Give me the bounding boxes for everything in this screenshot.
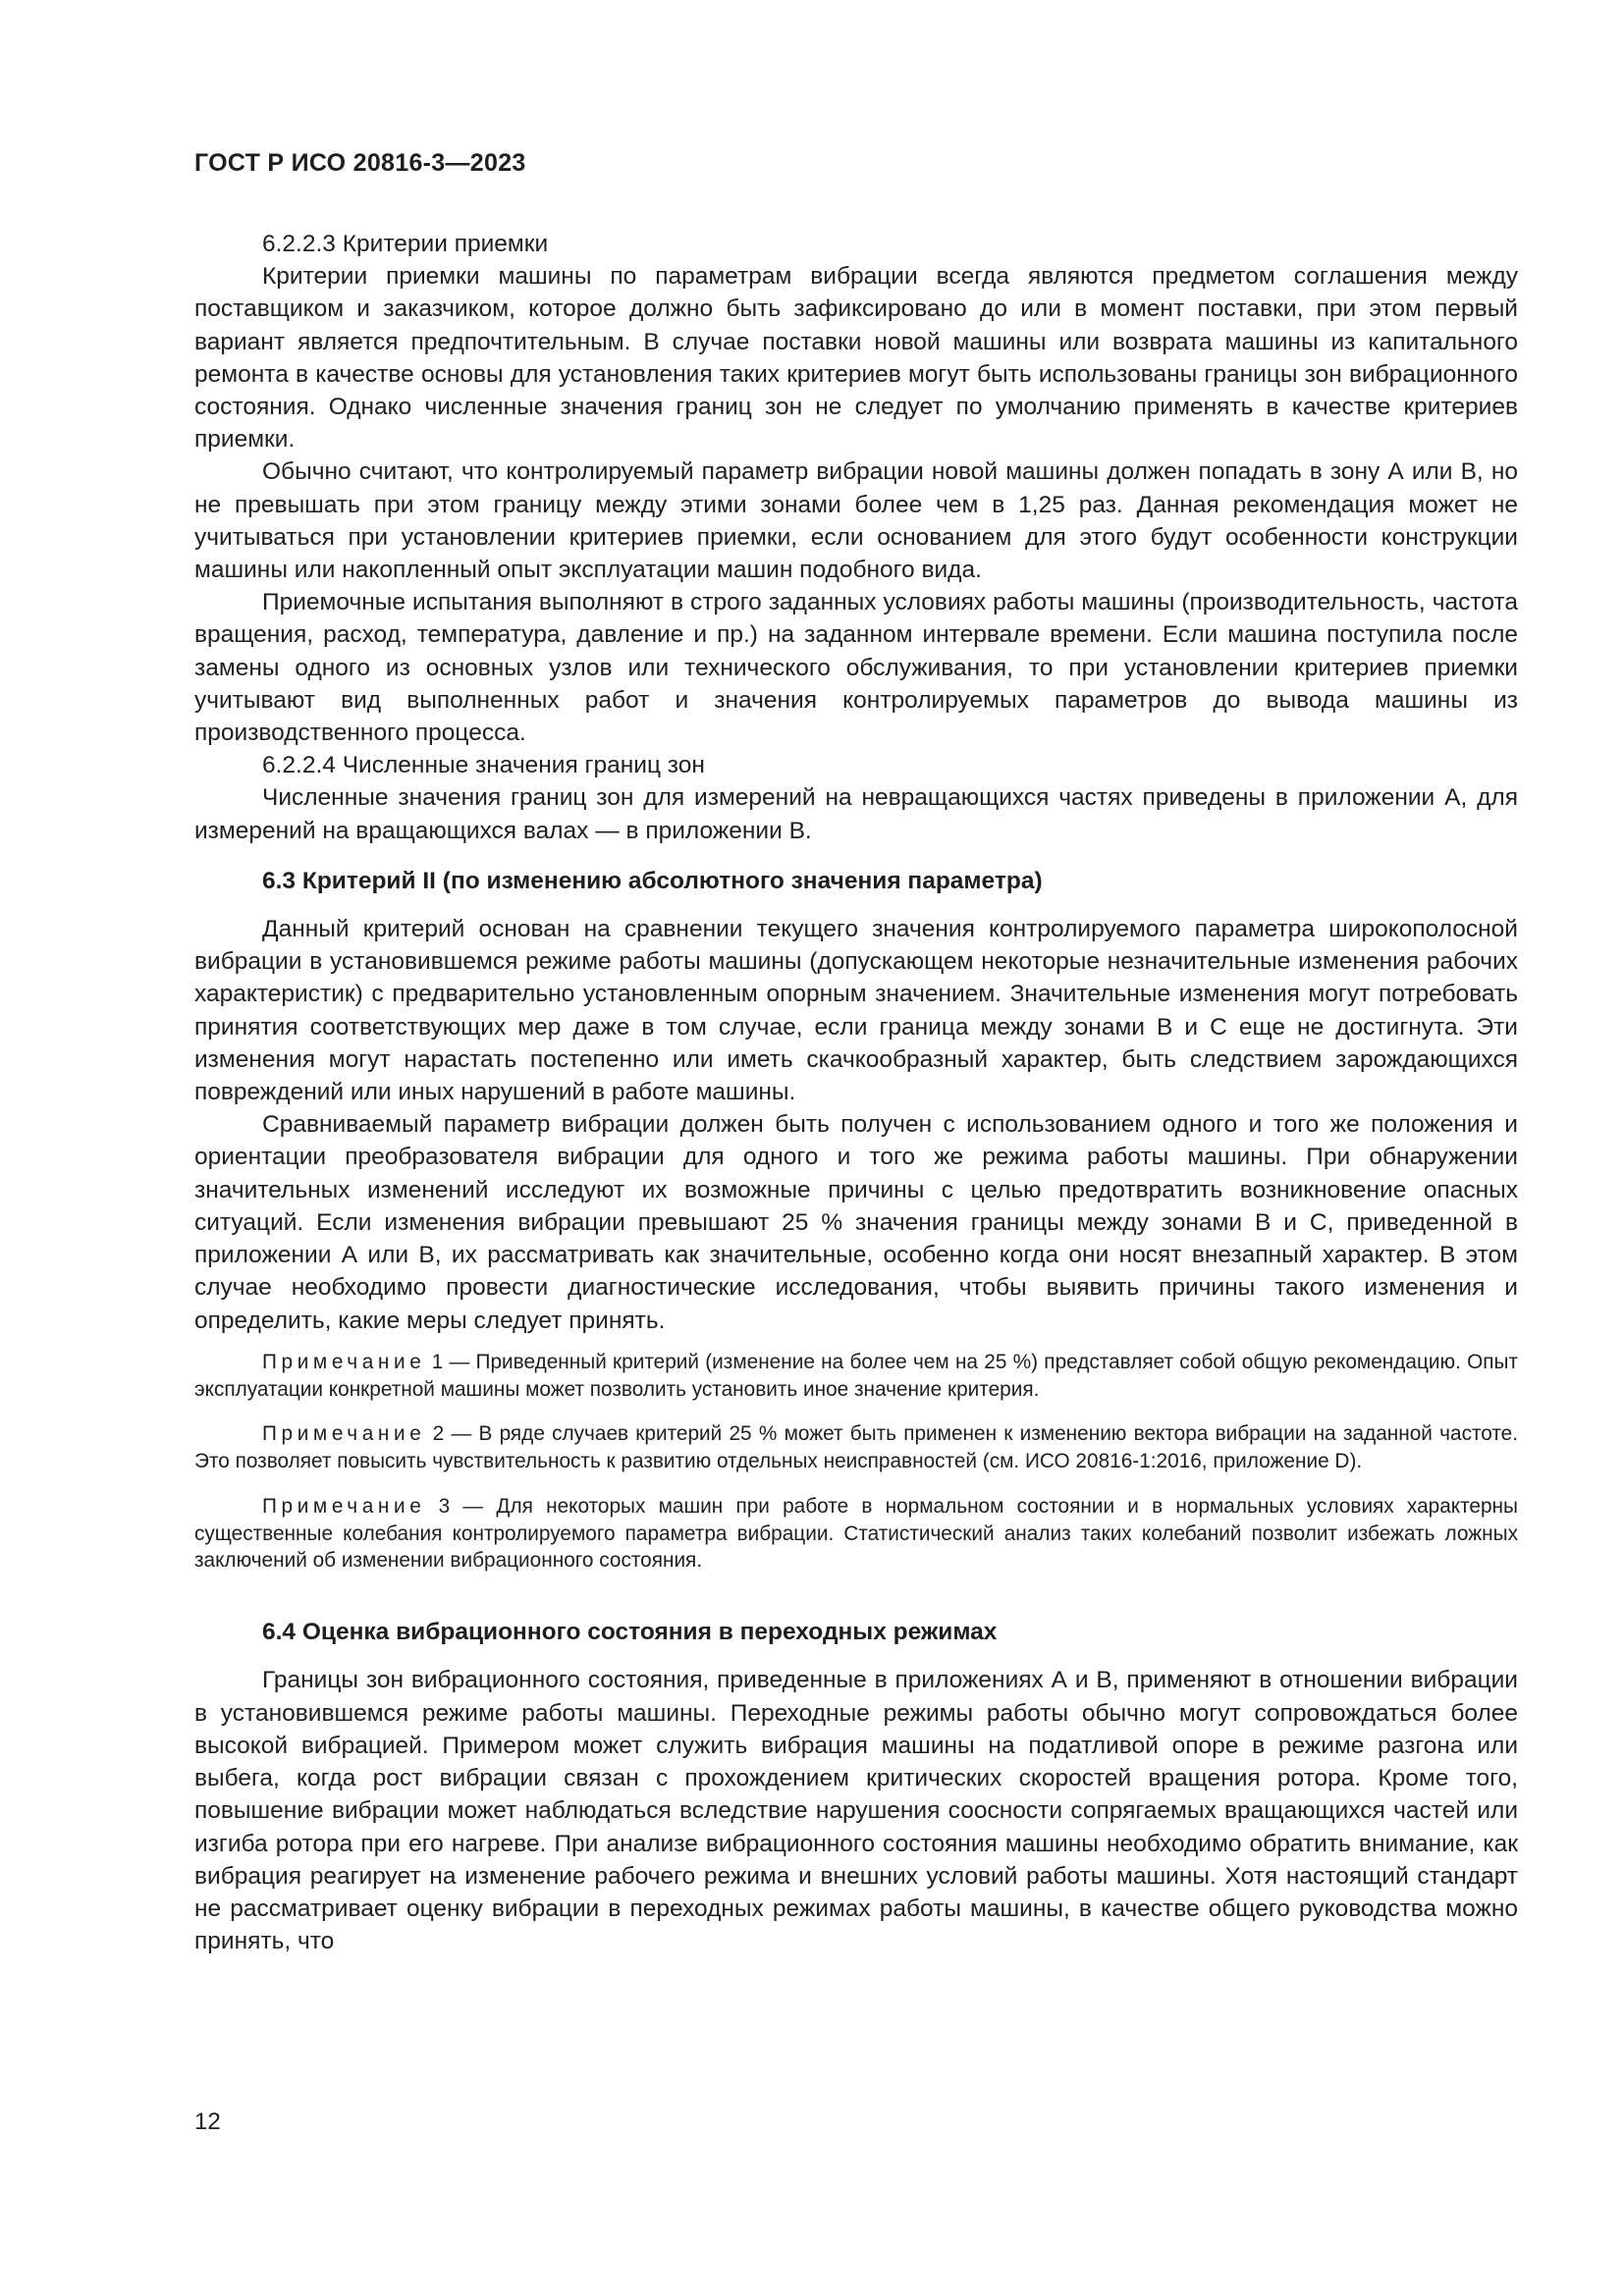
note-text: — В ряде случаев критерий 25 % может быть применен к изменению вектора вибрации на заданной частоте. Это позволяет повысить чувствительность к развитию отдельных неисправностей (см. ИСО 20816-1:2016, приложение D).: [194, 1422, 1519, 1473]
note-2: [194, 1420, 1518, 1475]
paragraph: Данный критерий основан на сравнении текущего значения контролируемого параметра широкополосной вибрации в установившемся режиме работы машины (допускающем некоторые незначительные изменения рабочих характеристик) с предварительно установленным опорным значением. Значительные изменения могут потребовать принятия соответствующих мер даже в том случае, если граница между зонами В и С еще не достигнута. Эти изменения могут нарастать постепенно или иметь скачкообразный характер, быть следствием зарождающихся повреждений или иных нарушений в работе машины.: [194, 916, 1518, 1106]
note-label: Примечание: [262, 1422, 426, 1446]
note-number: 2: [432, 1422, 445, 1446]
section-heading-64: 6.4 Оценка вибрационного состояния в переходных режимах: [262, 1619, 998, 1646]
note-number: 1: [431, 1350, 444, 1373]
subsection-heading-6224: 6.2.2.4 Численные значения границ зон: [262, 752, 705, 779]
page-content: [194, 228, 1518, 1957]
section-heading-63: 6.3 Критерий II (по изменению абсолютного значения параметра): [262, 867, 1043, 894]
page-number: 12: [194, 2109, 221, 2135]
note-number: 3: [438, 1494, 451, 1518]
subsection-heading-6223: 6.2.2.3 Критерии приемки: [262, 231, 549, 257]
paragraph: Сравниваемый параметр вибрации должен быть получен с использованием одного и того же положения и ориентации преобразователя вибрации для одного и того же режима работы машины. При обнаружении значительных изменений исследуют их возможные причины с целью предотвратить возникновение опасных ситуаций. Если изменения вибрации превышают 25 % значения границы между зонами В и С, приведенной в приложении А или В, их рассматривать как значительные, особенно когда они носят внезапный характер. В этом случае необходимо провести диагностические исследования, чтобы выявить причины такого изменения и определить, какие меры следует принять.: [194, 1111, 1518, 1334]
note-label: Примечание: [262, 1494, 426, 1518]
paragraph: Обычно считают, что контролируемый параметр вибрации новой машины должен попадать в зону А или В, но не превышать при этом границу между этими зонами более чем в 1,25 раз. Данная рекомендация может не учитываться при установлении критериев приемки, если основанием для этого будут особенности конструкции машины или накопленный опыт эксплуатации машин подобного вида.: [194, 458, 1518, 584]
note-text: — Приведенный критерий (изменение на более чем на 25 %) представляет собой общую рекомендацию. Опыт эксплуатации конкретной машины может позволить установить иное значение критерия.: [194, 1350, 1519, 1401]
note-1: [194, 1349, 1518, 1404]
note-text: — Для некоторых машин при работе в нормальном состоянии и в нормальных условиях характерны существенные колебания контролируемого параметра вибрации. Статистический анализ таких колебаний позволит избежать ложных заключений об изменении вибрационного состояния.: [194, 1494, 1518, 1573]
note-label: Примечание: [262, 1350, 426, 1373]
paragraph: Приемочные испытания выполняют в строго заданных условиях работы машины (производительность, частота вращения, расход, температура, давление и пр.) на заданном интервале времени. Если машина поступила после замены одного из основных узлов или технического обслуживания, то при установлении критериев приемки учитывают вид выполненных работ и значения контролируемых параметров до вывода машины из производственного процесса.: [194, 589, 1518, 747]
paragraph: Численные значения границ зон для измерений на невращающихся частях приведены в приложении А, для измерений на вращающихся валах — в приложении В.: [194, 784, 1518, 844]
note-3: [194, 1493, 1518, 1575]
paragraph: Границы зон вибрационного состояния, приведенные в приложениях А и В, применяют в отношении вибрации в установившемся режиме работы машины. Переходные режимы работы обычно могут сопровождаться более высокой вибрацией. Примером может служить вибрация машины на податливой опоре в режиме разгона или выбега, когда рост вибрации связан с прохождением критических скоростей вращения ротора. Кроме того, повышение вибрации может наблюдаться вследствие нарушения соосности сопрягаемых вращающихся частей или изгиба ротора при его нагреве. При анализе вибрационного состояния машины необходимо обратить внимание, как вибрация реагирует на изменение рабочего режима и внешних условий работы машины. Хотя настоящий стандарт не рассматривает оценку вибрации в переходных режимах работы машины, в качестве общего руководства можно принять, что: [194, 1667, 1518, 1955]
paragraph: Критерии приемки машины по параметрам вибрации всегда являются предметом соглашения между поставщиком и заказчиком, которое должно быть зафиксировано до или в момент поставки, при этом первый вариант является предпочтительным. В случае поставки новой машины или возврата машины из капитального ремонта в качестве основы для установления таких критериев могут быть использованы границы зон вибрационного состояния. Однако численные значения границ зон не следует по умолчанию применять в качестве критериев приемки.: [194, 263, 1518, 454]
document-header: ГОСТ Р ИСО 20816-3—2023: [194, 149, 526, 177]
